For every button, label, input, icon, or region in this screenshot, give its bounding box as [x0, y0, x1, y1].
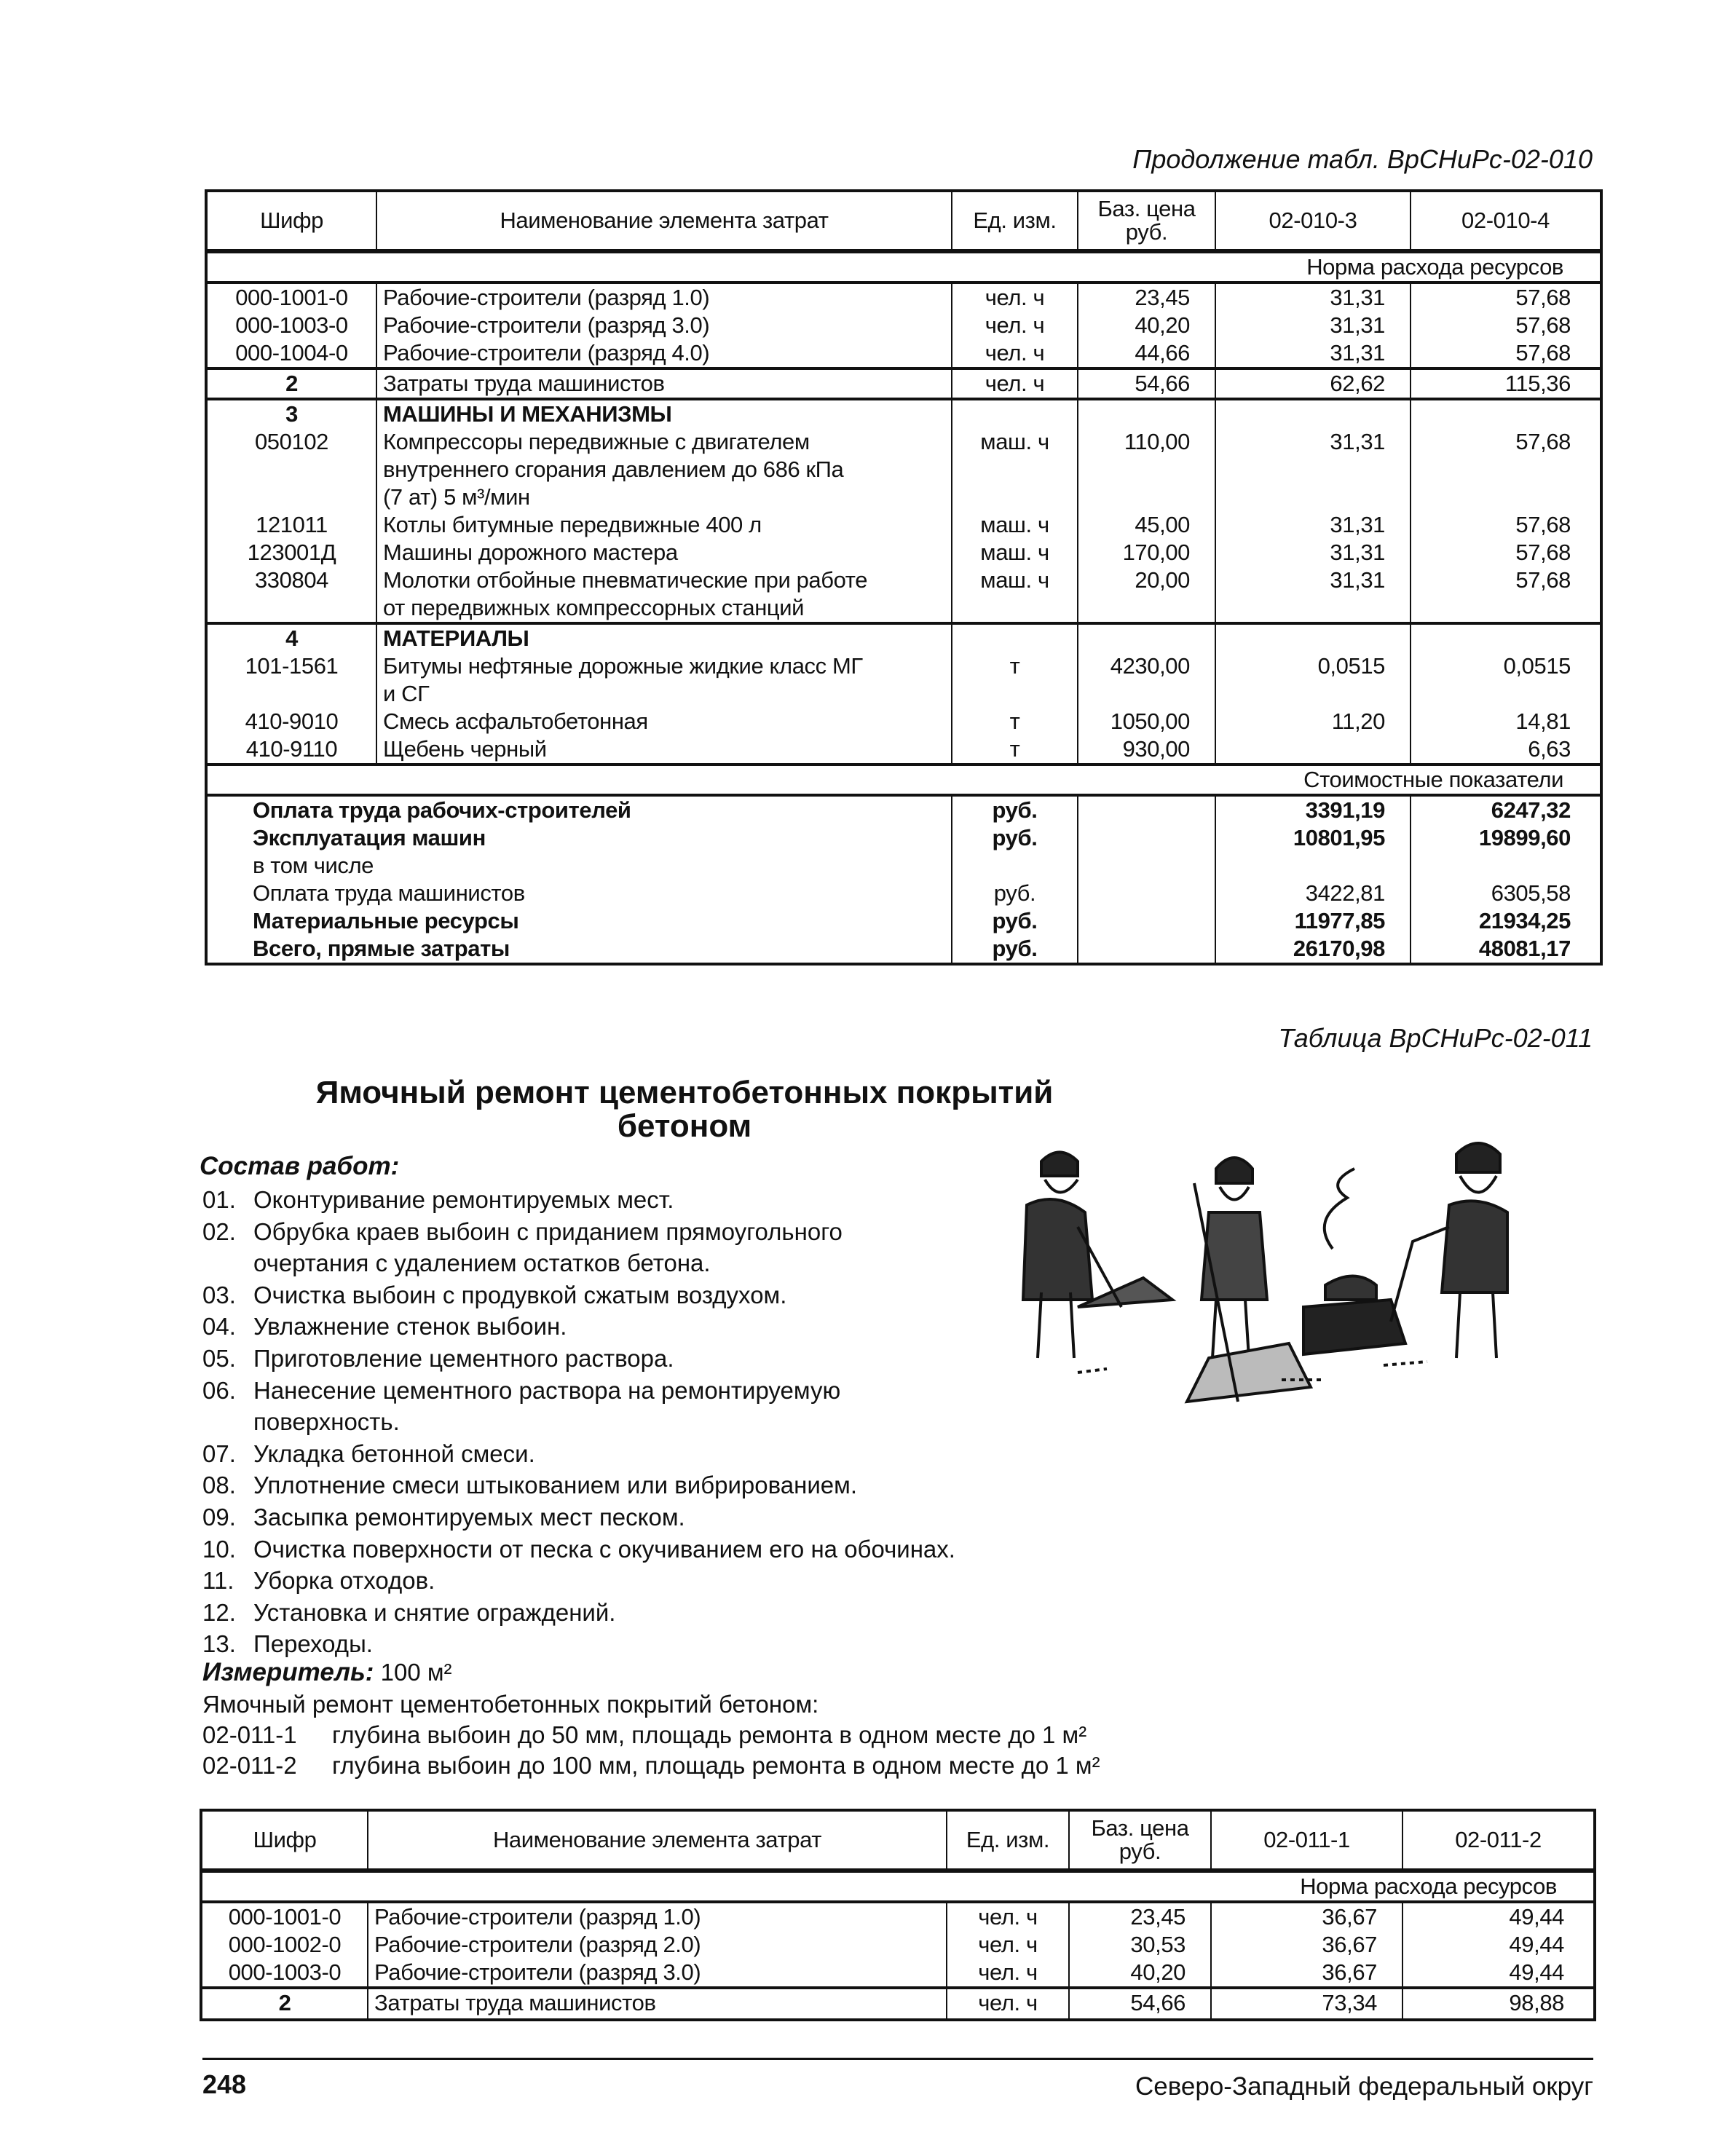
- cell-unit: чел. ч: [947, 1931, 1069, 1959]
- cell-name: Смесь асфальтобетонная: [376, 708, 952, 735]
- work-item-number: 11.: [202, 1567, 234, 1595]
- cell-price: 44,66: [1078, 339, 1215, 368]
- cost-row-v2: 21934,25: [1411, 907, 1601, 935]
- column-header: Наименование элемента затрат: [376, 191, 952, 251]
- cell-v2: [1411, 623, 1601, 652]
- page-number: 248: [202, 2069, 247, 2099]
- cell-name: Рабочие-строители (разряд 2.0): [368, 1931, 947, 1959]
- works-heading: Состав работ:: [200, 1152, 400, 1180]
- header-row: [201, 1810, 1595, 1871]
- work-item-text: Оконтуривание ремонтируемых мест.: [253, 1186, 674, 1213]
- cell-code: 101-1561: [206, 652, 376, 708]
- resource-table-02-010: [205, 189, 1603, 966]
- table-row: [201, 1931, 1595, 1959]
- cost-row-v1: [1215, 852, 1411, 880]
- table-row: [206, 708, 1601, 735]
- work-item: [202, 1533, 955, 1565]
- cell-v1: 36,67: [1211, 1931, 1402, 1959]
- work-item: [202, 1565, 955, 1597]
- cell-price: 23,45: [1069, 1902, 1211, 1931]
- cell-name: Рабочие-строители (разряд 3.0): [376, 312, 952, 339]
- work-item-number: 13.: [202, 1630, 236, 1658]
- cell-price: 45,00: [1078, 511, 1215, 539]
- cost-label: Стоимостные показатели: [206, 765, 1601, 795]
- work-item-text: Очистка выбоин с продувкой сжатым воздухом.: [253, 1281, 787, 1308]
- cell-unit: т: [952, 652, 1078, 708]
- work-item-number: 08.: [202, 1472, 236, 1499]
- cell-code: 000-1001-0: [206, 283, 376, 312]
- cell-v2: 57,68: [1411, 511, 1601, 539]
- cell-v2: 49,44: [1402, 1959, 1595, 1988]
- cost-header-row: [206, 765, 1601, 795]
- cell-name: Рабочие-строители (разряд 3.0): [368, 1959, 947, 1988]
- cell-name: Битумы нефтяные дорожные жидкие класс МГ и СГ: [376, 652, 952, 708]
- cell-unit: [952, 399, 1078, 428]
- variant-item: [202, 1720, 1100, 1750]
- cost-row-unit: руб.: [952, 824, 1078, 852]
- column-header: Наименование элемента затрат: [368, 1810, 947, 1871]
- cost-row-v2: [1411, 852, 1601, 880]
- variant-item: [202, 1750, 1100, 1781]
- table-caption: Таблица ВрСНиРс-02-011: [1278, 1023, 1593, 1053]
- resource-table-02-011: [200, 1809, 1596, 2021]
- cell-code: 3: [206, 399, 376, 428]
- work-item-number: 03.: [202, 1281, 236, 1308]
- column-header: Ед. изм.: [952, 191, 1078, 251]
- cost-row-price-empty: [1078, 852, 1215, 880]
- cell-unit: маш. ч: [952, 428, 1078, 511]
- work-item-text: Уборка отходов.: [253, 1567, 435, 1595]
- work-item: [202, 1597, 955, 1629]
- work-item-number: 12.: [202, 1598, 236, 1626]
- work-item: [202, 1438, 955, 1470]
- cell-v2: 57,68: [1411, 566, 1601, 623]
- norm-row: [201, 1871, 1595, 1902]
- work-item-number: 05.: [202, 1344, 236, 1372]
- cell-v1: 62,62: [1215, 368, 1411, 399]
- cell-name: Затраты труда машинистов: [376, 368, 952, 399]
- table-row: [206, 735, 1601, 765]
- cell-code: 000-1003-0: [201, 1959, 368, 1988]
- cell-v1: 31,31: [1215, 312, 1411, 339]
- cell-unit: т: [952, 708, 1078, 735]
- cell-price: 30,53: [1069, 1931, 1211, 1959]
- table-row: [206, 339, 1601, 368]
- column-header: Ед. изм.: [947, 1810, 1069, 1871]
- cell-v2: 57,68: [1411, 539, 1601, 566]
- cell-v2: [1411, 399, 1601, 428]
- work-item-text: Переходы.: [253, 1630, 373, 1658]
- column-header: Шифр: [206, 191, 376, 251]
- cell-code: 2: [201, 1988, 368, 2020]
- cell-price: 40,20: [1069, 1959, 1211, 1988]
- meter-value: 100 м²: [380, 1659, 452, 1686]
- table-row: [206, 652, 1601, 708]
- cell-name: Затраты труда машинистов: [368, 1988, 947, 2020]
- cost-row-v1: 26170,98: [1215, 935, 1411, 964]
- meter-label: Измеритель:: [202, 1658, 374, 1686]
- variant-text: глубина выбоин до 100 мм, площадь ремонта в одном месте до 1 м²: [332, 1752, 1100, 1779]
- cost-row-unit: руб.: [952, 795, 1078, 824]
- cell-code: 050102: [206, 428, 376, 511]
- work-item-number: 01.: [202, 1186, 236, 1213]
- footer-divider: [202, 2058, 1593, 2060]
- work-item-text: Приготовление цементного раствора.: [253, 1344, 674, 1372]
- cell-unit: чел. ч: [947, 1959, 1069, 1988]
- work-item: [202, 1501, 955, 1533]
- work-item-number: 07.: [202, 1440, 236, 1467]
- cell-price: 4230,00: [1078, 652, 1215, 708]
- variant-code: 02-011-2: [202, 1752, 297, 1779]
- cell-v1: 36,67: [1211, 1902, 1402, 1931]
- cell-v1: 31,31: [1215, 283, 1411, 312]
- cell-code: 410-9110: [206, 735, 376, 765]
- cell-v2: 57,68: [1411, 283, 1601, 312]
- works-list: [202, 1184, 955, 1660]
- cell-price: 20,00: [1078, 566, 1215, 623]
- cell-name: Рабочие-строители (разряд 1.0): [368, 1902, 947, 1931]
- cost-row-label: Оплата труда рабочих-строителей: [206, 795, 952, 824]
- cost-row-v2: 19899,60: [1411, 824, 1601, 852]
- cell-code: 410-9010: [206, 708, 376, 735]
- cell-code: 330804: [206, 566, 376, 623]
- cost-row: [206, 935, 1601, 964]
- cell-code: 2: [206, 368, 376, 399]
- cell-v2: 49,44: [1402, 1902, 1595, 1931]
- cell-unit: чел. ч: [947, 1902, 1069, 1931]
- column-header: 02-011-1: [1211, 1810, 1402, 1871]
- work-item-number: 09.: [202, 1503, 236, 1531]
- cell-v1: 73,34: [1211, 1988, 1402, 2020]
- column-header: Баз. цена руб.: [1069, 1810, 1211, 1871]
- work-item-text: Укладка бетонной смеси.: [253, 1440, 535, 1467]
- cell-name: МАТЕРИАЛЫ: [376, 623, 952, 652]
- table-row: [206, 539, 1601, 566]
- cost-row-v1: 3422,81: [1215, 880, 1411, 907]
- work-item: [202, 1184, 955, 1216]
- cell-v2: 57,68: [1411, 339, 1601, 368]
- cost-row-label: Материальные ресурсы: [206, 907, 952, 935]
- cell-v2: 57,68: [1411, 312, 1601, 339]
- variants-list: [202, 1720, 1100, 1781]
- cell-v1: 36,67: [1211, 1959, 1402, 1988]
- cell-price: 110,00: [1078, 428, 1215, 511]
- cell-unit: маш. ч: [952, 566, 1078, 623]
- table-row: [206, 511, 1601, 539]
- section-title-line2: бетоном: [617, 1108, 752, 1144]
- cell-unit: чел. ч: [952, 368, 1078, 399]
- work-item-number: 10.: [202, 1535, 236, 1563]
- table-row: [201, 1902, 1595, 1931]
- section-title: [240, 1076, 1129, 1143]
- cost-row-price-empty: [1078, 824, 1215, 852]
- cell-v2: 49,44: [1402, 1931, 1595, 1959]
- cell-name: МАШИНЫ И МЕХАНИЗМЫ: [376, 399, 952, 428]
- cost-row-v2: 48081,17: [1411, 935, 1601, 964]
- table-row: [206, 428, 1601, 511]
- cell-name: Рабочие-строители (разряд 4.0): [376, 339, 952, 368]
- cell-v1: 0,0515: [1215, 652, 1411, 708]
- work-item-text: Очистка поверхности от песка с окучиванием его на обочинах.: [253, 1535, 955, 1563]
- cost-row-unit: [952, 852, 1078, 880]
- cell-unit: маш. ч: [952, 539, 1078, 566]
- cost-row-v1: 11977,85: [1215, 907, 1411, 935]
- cost-row-unit: руб.: [952, 907, 1078, 935]
- table-row: [206, 312, 1601, 339]
- cell-v2: 98,88: [1402, 1988, 1595, 2020]
- cell-v2: 14,81: [1411, 708, 1601, 735]
- cost-row-label: Всего, прямые затраты: [206, 935, 952, 964]
- work-item-text: Установка и снятие ограждений.: [253, 1598, 616, 1626]
- cell-unit: чел. ч: [952, 283, 1078, 312]
- work-item-number: 06.: [202, 1376, 236, 1404]
- cell-price: 170,00: [1078, 539, 1215, 566]
- cell-v1: 31,31: [1215, 428, 1411, 511]
- cell-code: 121011: [206, 511, 376, 539]
- cell-v2: 6,63: [1411, 735, 1601, 765]
- cell-unit: чел. ч: [952, 312, 1078, 339]
- table-row: [206, 368, 1601, 399]
- column-header: Шифр: [201, 1810, 368, 1871]
- cost-row-v1: 10801,95: [1215, 824, 1411, 852]
- variant-code: 02-011-1: [202, 1721, 297, 1748]
- works-description: Ямочный ремонт цементобетонных покрытий бетоном:: [202, 1691, 819, 1718]
- cell-code: 4: [206, 623, 376, 652]
- header-row: [206, 191, 1601, 251]
- table-row: [201, 1959, 1595, 1988]
- work-item-text: Увлажнение стенок выбоин.: [253, 1313, 567, 1340]
- column-header: Баз. цена руб.: [1078, 191, 1215, 251]
- cost-row: [206, 852, 1601, 880]
- table-row: [206, 283, 1601, 312]
- cost-row-label: Эксплуатация машин: [206, 824, 952, 852]
- cost-row-label: Оплата труда машинистов: [206, 880, 952, 907]
- cost-row: [206, 824, 1601, 852]
- column-header: 02-010-3: [1215, 191, 1411, 251]
- cell-unit: [952, 623, 1078, 652]
- cell-v1: [1215, 735, 1411, 765]
- cell-price: [1078, 623, 1215, 652]
- cell-code: 123001Д: [206, 539, 376, 566]
- column-header: 02-010-4: [1411, 191, 1601, 251]
- cell-unit: чел. ч: [952, 339, 1078, 368]
- work-item-text: Засыпка ремонтируемых мест песком.: [253, 1503, 685, 1531]
- table-row: [201, 1988, 1595, 2020]
- cell-code: 000-1002-0: [201, 1931, 368, 1959]
- cell-v1: [1215, 623, 1411, 652]
- cell-price: 23,45: [1078, 283, 1215, 312]
- cell-v1: 31,31: [1215, 339, 1411, 368]
- cell-unit: маш. ч: [952, 511, 1078, 539]
- cost-row-price-empty: [1078, 795, 1215, 824]
- table-continuation-caption: Продолжение табл. ВрСНиРс-02-010: [1132, 144, 1593, 174]
- cost-row-v2: 6305,58: [1411, 880, 1601, 907]
- cell-price: 930,00: [1078, 735, 1215, 765]
- norm-row: [206, 251, 1601, 283]
- cell-name: Котлы битумные передвижные 400 л: [376, 511, 952, 539]
- column-header: 02-011-2: [1402, 1810, 1595, 1871]
- cell-v1: 31,31: [1215, 566, 1411, 623]
- norm-label: Норма расхода ресурсов: [206, 251, 1601, 283]
- work-item: [202, 1311, 955, 1343]
- cell-price: 54,66: [1078, 368, 1215, 399]
- cell-name: Щебень черный: [376, 735, 952, 765]
- variant-text: глубина выбоин до 50 мм, площадь ремонта в одном месте до 1 м²: [332, 1721, 1087, 1748]
- norm-label: Норма расхода ресурсов: [201, 1871, 1595, 1902]
- cost-row-v2: 6247,32: [1411, 795, 1601, 824]
- workers-illustration: [976, 1140, 1558, 1409]
- meter: [202, 1657, 452, 1688]
- cost-row-price-empty: [1078, 935, 1215, 964]
- work-item: [202, 1216, 955, 1279]
- cell-v2: 57,68: [1411, 428, 1601, 511]
- work-item-number: 04.: [202, 1313, 236, 1340]
- work-item-number: 02.: [202, 1217, 236, 1245]
- work-item: [202, 1279, 955, 1311]
- cell-v2: 115,36: [1411, 368, 1601, 399]
- table-row: [206, 399, 1601, 428]
- table-row: [206, 623, 1601, 652]
- work-item: [202, 1375, 955, 1438]
- cost-row: [206, 880, 1601, 907]
- cell-name: Рабочие-строители (разряд 1.0): [376, 283, 952, 312]
- cost-row-price-empty: [1078, 907, 1215, 935]
- cell-v1: 31,31: [1215, 511, 1411, 539]
- cost-row-unit: руб.: [952, 880, 1078, 907]
- section-title-line1: Ямочный ремонт цементобетонных покрытий: [315, 1075, 1054, 1110]
- cell-unit: т: [952, 735, 1078, 765]
- cell-code: 000-1001-0: [201, 1902, 368, 1931]
- cell-code: 000-1003-0: [206, 312, 376, 339]
- footer-region: Северо-Западный федеральный округ: [1135, 2072, 1593, 2101]
- work-item-text: Обрубка краев выбоин с приданием прямоугольного очертания с удалением остатков бетона.: [253, 1217, 843, 1277]
- cell-name: Компрессоры передвижные с двигателем внутреннего сгорания давлением до 686 кПа (7 ат) 5 м³/мин: [376, 428, 952, 511]
- cell-price: 54,66: [1069, 1988, 1211, 2020]
- work-item-text: Нанесение цементного раствора на ремонтируемую поверхность.: [253, 1376, 841, 1436]
- cost-row-unit: руб.: [952, 935, 1078, 964]
- cell-name: Машины дорожного мастера: [376, 539, 952, 566]
- cell-price: 1050,00: [1078, 708, 1215, 735]
- table-row: [206, 566, 1601, 623]
- cell-name: Молотки отбойные пневматические при работе от передвижных компрессорных станций: [376, 566, 952, 623]
- work-item: [202, 1628, 955, 1660]
- cell-v2: 0,0515: [1411, 652, 1601, 708]
- cell-price: 40,20: [1078, 312, 1215, 339]
- cell-price: [1078, 399, 1215, 428]
- cost-row: [206, 907, 1601, 935]
- work-item-text: Уплотнение смеси штыкованием или вибрированием.: [253, 1472, 857, 1499]
- cell-v1: 31,31: [1215, 539, 1411, 566]
- cost-row-price-empty: [1078, 880, 1215, 907]
- cost-row-v1: 3391,19: [1215, 795, 1411, 824]
- cell-v1: 11,20: [1215, 708, 1411, 735]
- cell-code: 000-1004-0: [206, 339, 376, 368]
- cost-row: [206, 795, 1601, 824]
- cost-row-label: в том числе: [206, 852, 952, 880]
- work-item: [202, 1343, 955, 1375]
- work-item: [202, 1469, 955, 1501]
- cell-unit: чел. ч: [947, 1988, 1069, 2020]
- cell-v1: [1215, 399, 1411, 428]
